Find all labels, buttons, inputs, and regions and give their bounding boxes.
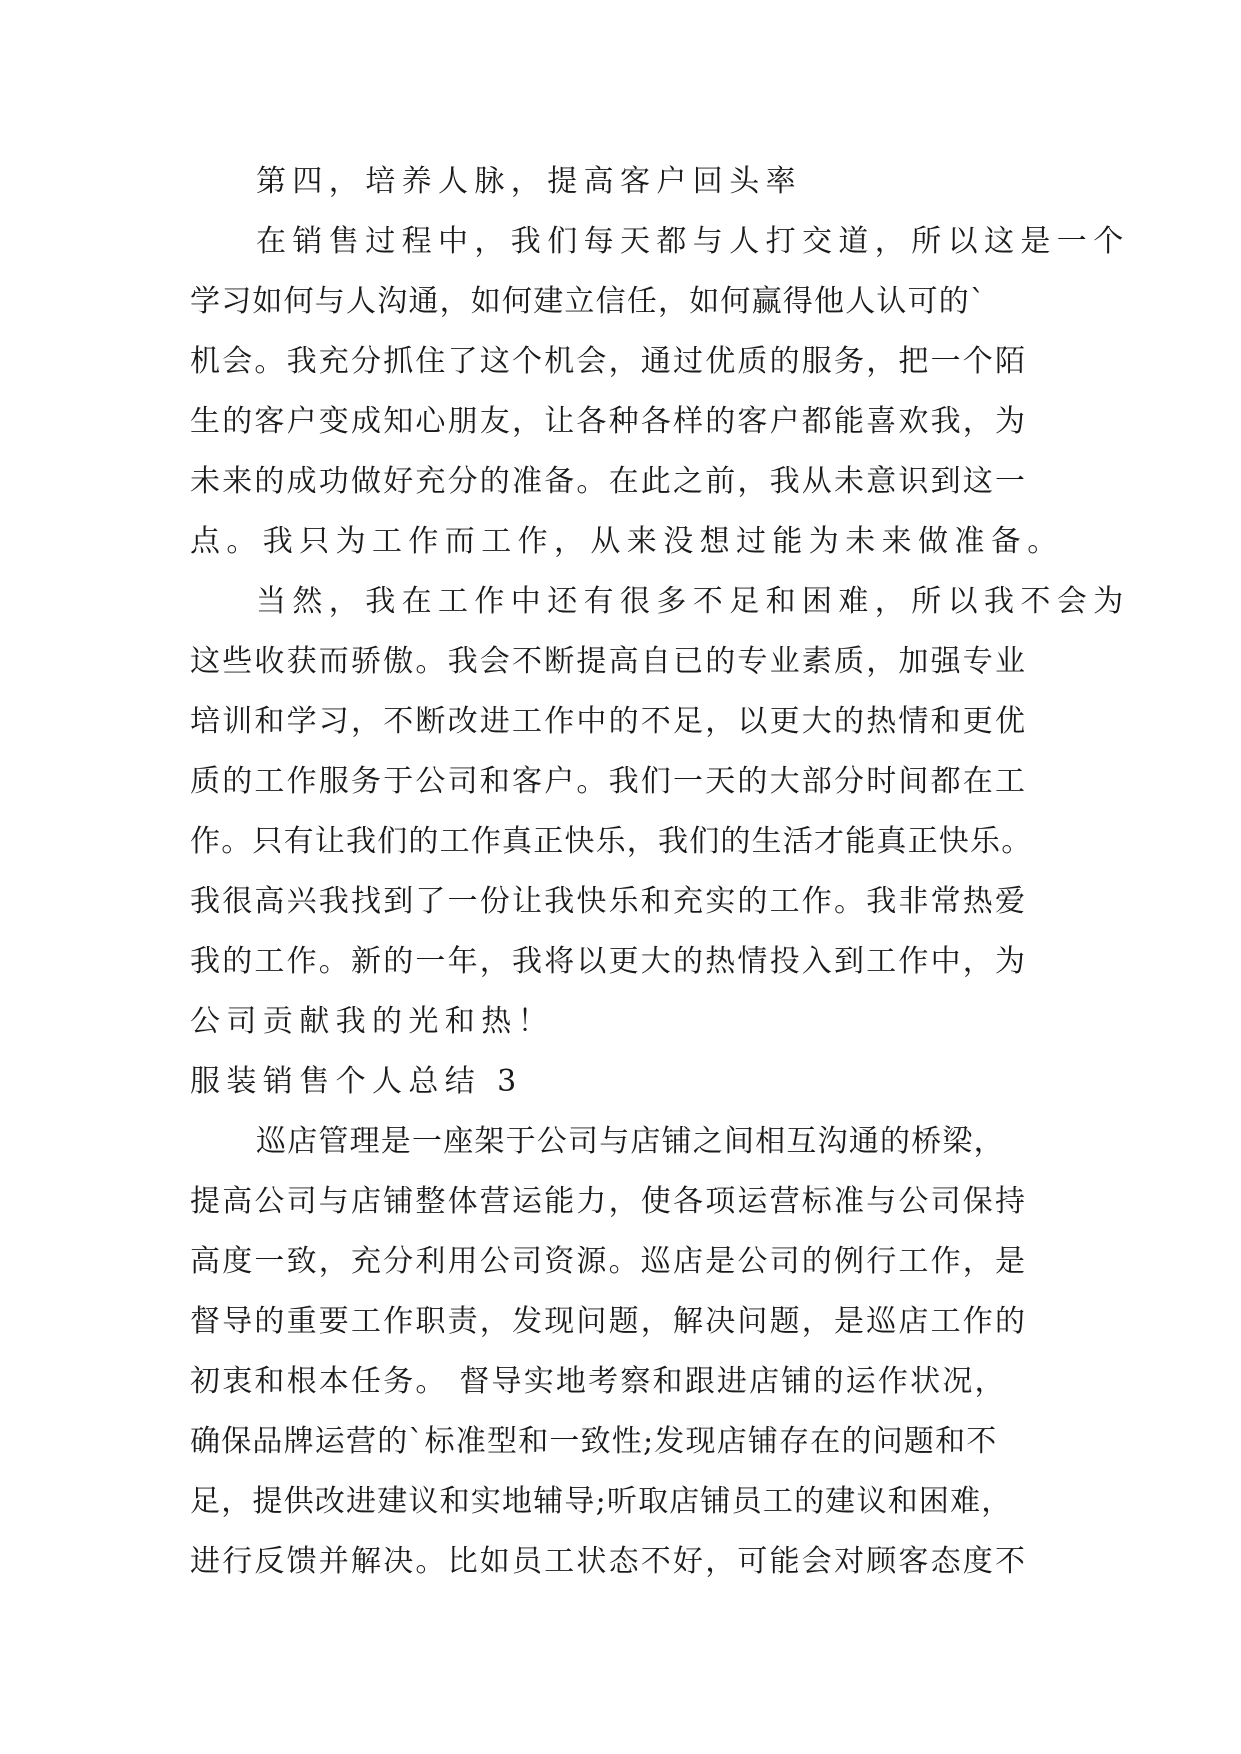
- document-body: [190, 152, 1130, 1592]
- paragraph-line: 足，提供改进建议和实地辅导;听取店铺员工的建议和困难，: [190, 1484, 1013, 1519]
- paragraph-line: 点。我只为工作而工作，从来没想过能为未来做准备。: [190, 524, 1064, 559]
- paragraph-line: 巡店管理是一座架于公司与店铺之间相互沟通的桥梁，: [256, 1124, 1005, 1159]
- paragraph-line: 学习如何与人沟通，如何建立信任，如何赢得他人认可的`: [190, 284, 987, 319]
- paragraph-line: 作。只有让我们的工作真正快乐，我们的生活才能真正快乐。: [190, 824, 1033, 859]
- paragraph-line: 高度一致，充分利用公司资源。巡店是公司的例行工作，是: [190, 1244, 1028, 1279]
- section-heading-fourth: 第四，培养人脉，提高客户回头率: [256, 164, 802, 199]
- paragraph-line: 在销售过程中，我们每天都与人打交道，所以这是一个: [256, 224, 1130, 259]
- paragraph-line: 未来的成功做好充分的准备。在此之前，我从未意识到这一: [190, 464, 1028, 499]
- paragraph-line: 我的工作。新的一年，我将以更大的热情投入到工作中，为: [190, 944, 1028, 979]
- paragraph-line: 初衷和根本任务。 督导实地考察和跟进店铺的运作状况，: [190, 1364, 1007, 1399]
- paragraph-line: 我很高兴我找到了一份让我快乐和充实的工作。我非常热爱: [190, 884, 1028, 919]
- paragraph-line: 生的客户变成知心朋友，让各种各样的客户都能喜欢我，为: [190, 404, 1028, 439]
- paragraph-line: 培训和学习，不断改进工作中的不足，以更大的热情和更优: [190, 704, 1028, 739]
- paragraph-line: 公司贡献我的光和热！: [190, 1004, 554, 1039]
- paragraph-line: 督导的重要工作职责，发现问题，解决问题，是巡店工作的: [190, 1304, 1028, 1339]
- paragraph-line: 提高公司与店铺整体营运能力，使各项运营标准与公司保持: [190, 1184, 1028, 1219]
- paragraph-line: 确保品牌运营的`标准型和一致性;发现店铺存在的问题和不: [190, 1424, 998, 1459]
- paragraph-line: 机会。我充分抓住了这个机会，通过优质的服务，把一个陌: [190, 344, 1028, 379]
- paragraph-line: 当然，我在工作中还有很多不足和困难，所以我不会为: [256, 584, 1130, 619]
- paragraph-line: 质的工作服务于公司和客户。我们一天的大部分时间都在工: [190, 764, 1028, 799]
- section-title: 服装销售个人总结 3: [190, 1064, 523, 1099]
- paragraph-line: 进行反馈并解决。比如员工状态不好，可能会对顾客态度不: [190, 1544, 1028, 1579]
- paragraph-line: 这些收获而骄傲。我会不断提高自已的专业素质，加强专业: [190, 644, 1028, 679]
